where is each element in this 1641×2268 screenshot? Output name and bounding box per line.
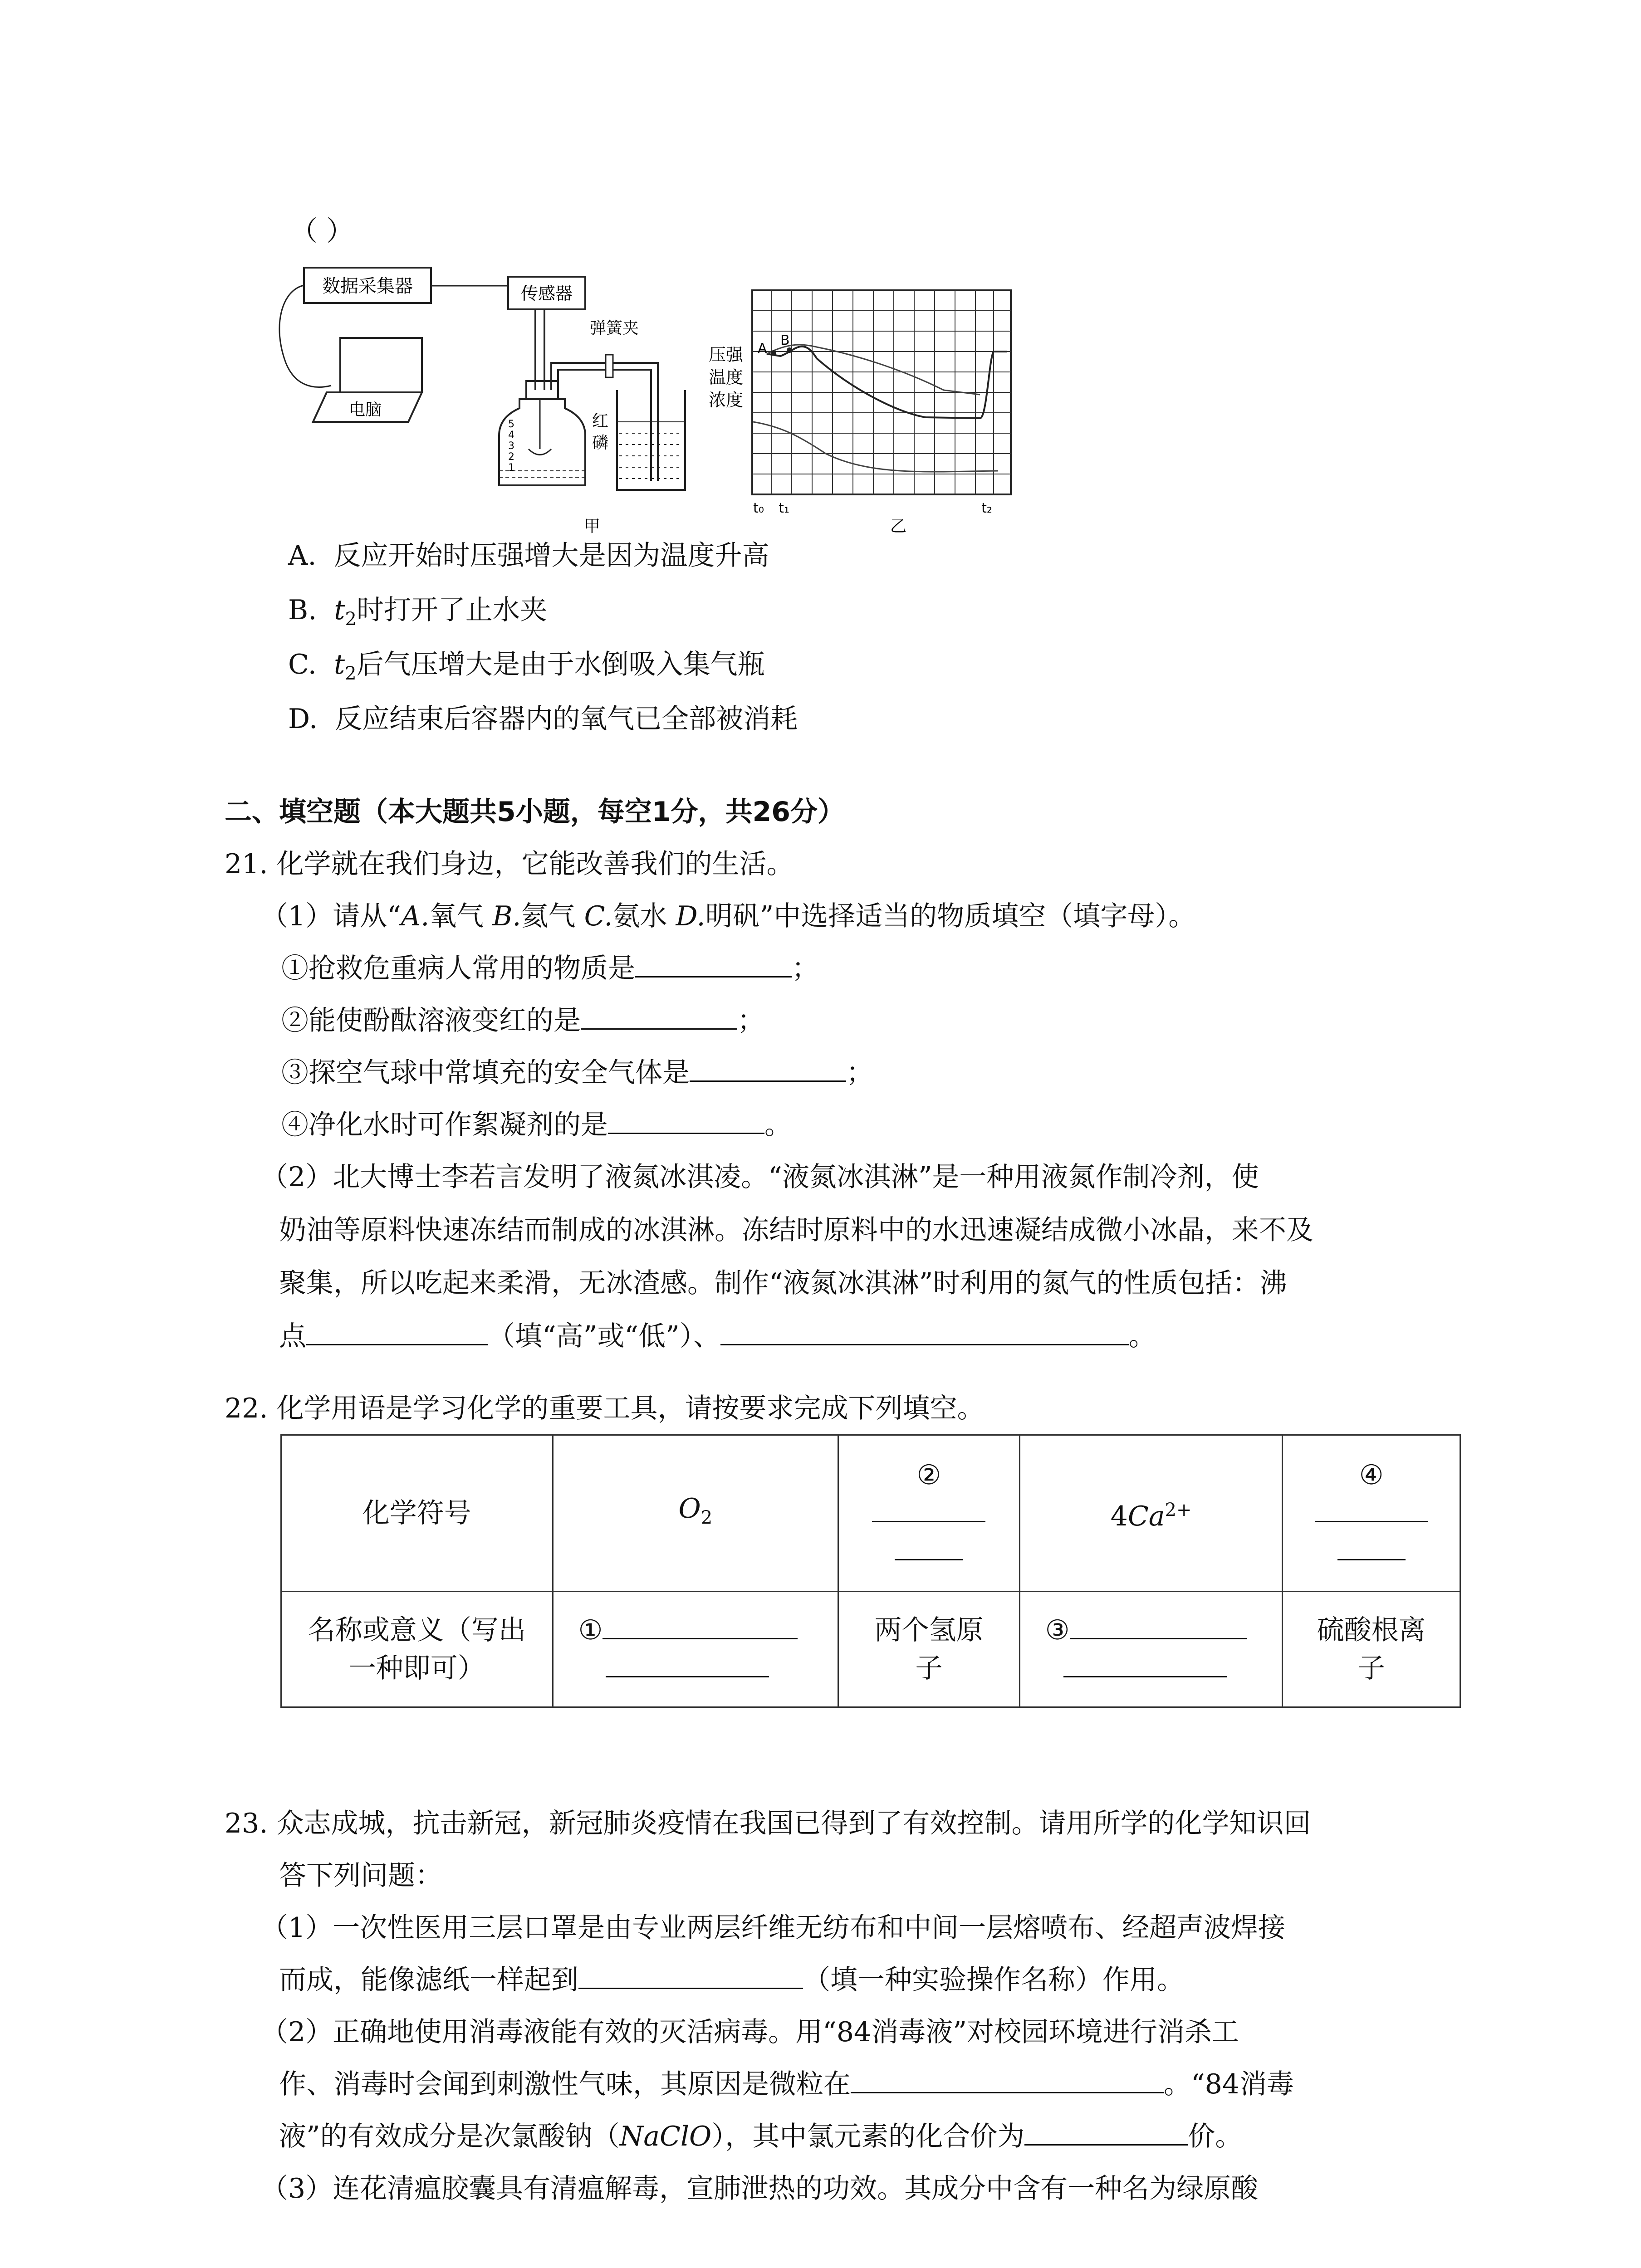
computer-icon (313, 338, 422, 422)
q21-blank-2: ②能使酚酞溶液变红的是 ； (281, 1002, 764, 1039)
option-b: B. $t_2$时打开了止水夹 (288, 594, 547, 630)
answer-blank[interactable] (606, 1658, 769, 1677)
phosphorus-label-2: 磷 (592, 434, 609, 452)
svg-text:2: 2 (508, 451, 514, 463)
computer-label: 电脑 (348, 401, 382, 419)
q23-stem-line1: 23. 众志成城，抗击新冠，新冠肺炎疫情在我国已得到了有效控制。请用所学的化学知识回 (225, 1808, 1311, 1839)
cell-blank-3: ③ (1019, 1592, 1283, 1707)
figure-a-label: 甲 (583, 517, 601, 536)
answer-blank[interactable] (872, 1503, 985, 1522)
cell-blank-1: ① (553, 1592, 838, 1707)
q23-p1-line2: 而成，能像滤纸一样起到 （填一种实验操作名称）作用。 (279, 1962, 1184, 1998)
q21-blank-1: ①抢救危重病人常用的物质是 ； (281, 950, 819, 987)
collector-label: 数据采集器 (322, 276, 413, 297)
answer-blank[interactable] (581, 1003, 737, 1030)
cell-blank-4: ④ (1283, 1435, 1460, 1592)
answer-blank[interactable] (603, 1620, 798, 1639)
tick-t0: t₀ (753, 500, 764, 516)
option-d: D. 反应结束后容器内的氧气已全部被消耗 (288, 703, 798, 735)
q23-p2-line2: 作、消毒时会闻到刺激性气味，其原因是微粒在 。“84消毒 (279, 2066, 1294, 2102)
q23-p3-line1: （3）连花清瘟胶囊具有清瘟解毒，宣肺泄热的功效。其成分中含有一种名为绿原酸 (261, 2173, 1259, 2204)
q21-part2-line1: （2）北大博士李若言发明了液氮冰淇凌。“液氮冰淇淋”是一种用液氮作制冷剂，使 (261, 1161, 1259, 1193)
answer-blank[interactable] (1315, 1503, 1428, 1522)
cell-two-h: 两个氢原 子 (838, 1592, 1020, 1707)
chem-table (280, 1434, 1461, 1708)
q21-part1: （1）请从“A.氧气 B.氦气 C.氨水 D.明矾”中选择适当的物质填空（填字母）。 (261, 900, 1196, 932)
answer-blank[interactable] (1063, 1658, 1227, 1677)
table-header-symbol: 化学符号 (281, 1435, 553, 1592)
cell-o2: $O_2$ (553, 1435, 838, 1592)
cell-ca-ion: $4Ca^{2+}$ (1019, 1435, 1283, 1592)
point-a: A (758, 341, 767, 357)
answer-blank[interactable] (851, 2067, 1164, 2093)
q21-stem: 21. 化学就在我们身边，它能改善我们的生活。 (225, 848, 794, 880)
q21-part2-line3: 聚集，所以吃起来柔滑，无冰渣感。制作“液氮冰淇淋”时利用的氮气的性质包括：沸 (279, 1267, 1287, 1299)
svg-text:3: 3 (508, 440, 514, 452)
pressure-graph (752, 290, 1011, 494)
svg-text:1: 1 (508, 462, 514, 474)
option-a: A. 反应开始时压强增大是因为温度升高 (288, 540, 769, 572)
q21-blank-3: ③探空气球中常填充的安全气体是 ； (281, 1055, 873, 1091)
option-c: C. $t_2$后气压增大是由于水倒吸入集气瓶 (288, 649, 765, 684)
q21-part2-line4: 点 （填“高”或“低”）、 。 (279, 1318, 1156, 1354)
answer-blank[interactable] (608, 1107, 764, 1134)
gas-bottle (499, 381, 608, 485)
answer-blank[interactable] (578, 1962, 803, 1989)
axis-pressure: 压强 (708, 345, 744, 365)
spring-clip (590, 319, 639, 377)
experiment-diagram (272, 254, 1043, 544)
q22-stem: 22. 化学用语是学习化学的重要工具，请按要求完成下列填空。 (225, 1393, 985, 1424)
cell-blank-2: ② (838, 1435, 1020, 1592)
answer-blank[interactable] (1070, 1620, 1247, 1639)
answer-blank[interactable] (1024, 2119, 1188, 2146)
q23-p2-line1: （2）正确地使用消毒液能有效的灭活病毒。用“84消毒液”对校园环境进行消杀工 (261, 2016, 1239, 2048)
answer-blank[interactable] (895, 1541, 963, 1560)
q21-blank-4: ④净化水时可作絮凝剂的是 。 (281, 1107, 792, 1143)
phosphorus-label-1: 红 (592, 412, 609, 430)
point-b: B (780, 332, 790, 348)
axis-concentration: 浓度 (708, 390, 744, 410)
answer-blank[interactable] (306, 1319, 488, 1345)
q23-p2-line3: 液”的有效成分是次氯酸钠（NaClO），其中氯元素的化合价为 价。 (279, 2118, 1242, 2155)
q23-stem-line2: 答下列问题： (279, 1860, 442, 1892)
answer-blank[interactable] (635, 951, 792, 978)
tick-t1: t₁ (779, 500, 789, 516)
sensor-label: 传感器 (520, 284, 573, 303)
figure-b-label: 乙 (890, 517, 907, 536)
svg-text:5: 5 (508, 419, 514, 430)
answer-blank[interactable] (1337, 1541, 1406, 1560)
table-row (281, 1435, 1460, 1592)
table-row (281, 1592, 1460, 1707)
tick-t2: t₂ (981, 500, 992, 516)
svg-text:4: 4 (508, 430, 514, 441)
axis-temperature: 温度 (708, 367, 744, 387)
clip-label: 弹簧夹 (590, 319, 639, 337)
cell-sulfate: 硫酸根离 子 (1283, 1592, 1460, 1707)
q23-p1-line1: （1）一次性医用三层口罩是由专业两层纤维无纺布和中间一层熔喷布、经超声波焊接 (261, 1912, 1286, 1944)
section-heading: 二、填空题（本大题共5小题，每空1分，共26分） (225, 796, 845, 828)
q21-part2-line2: 奶油等原料快速冻结而制成的冰淇淋。冻结时原料中的水迅速凝结成微小冰晶，来不及 (279, 1214, 1313, 1246)
answer-blank[interactable] (690, 1055, 846, 1082)
answer-blank[interactable] (720, 1319, 1129, 1345)
table-header-meaning: 名称或意义（写出 一种即可） (281, 1592, 553, 1707)
answer-parentheses: （ ） (290, 215, 354, 247)
